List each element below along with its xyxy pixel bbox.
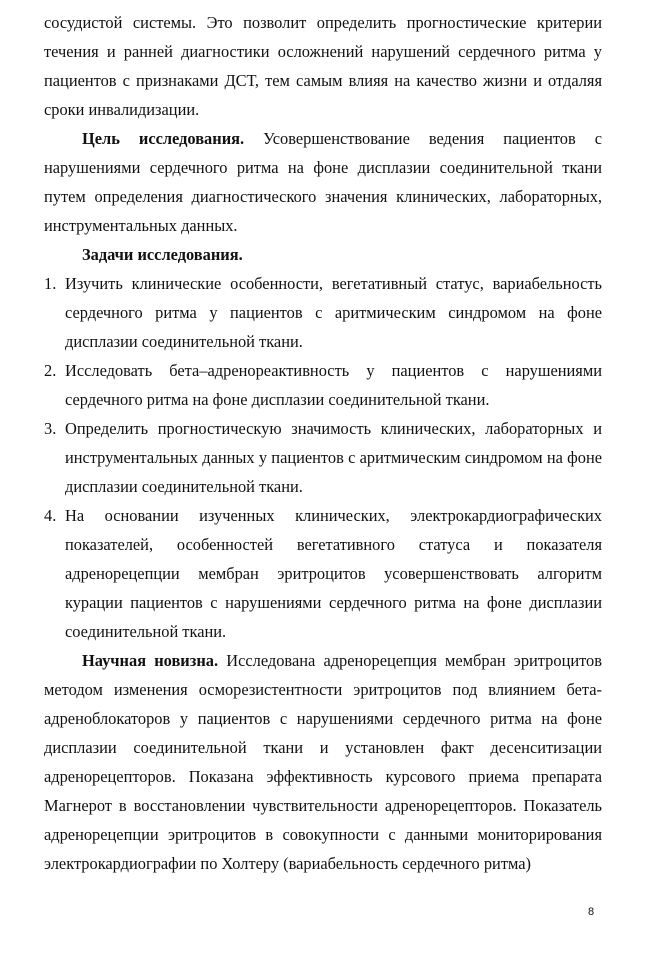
goal-text: Усовершенствование ведения пациентов с нарушениями сердечного ритма на фоне дисплазии соединительной ткани путем определения диагностического значения клинических, лабораторных, инструментальных данных. [44, 129, 603, 235]
task-number: 2. [44, 361, 57, 380]
task-number: 1. [44, 274, 57, 293]
intro-paragraph: сосудистой системы. Это позволит определить прогностические критерии течения и ранней диагностики осложнений нарушений сердечного ритма у пациентов с признаками ДСТ, тем самым влияя на качество жизни и отдаляя сроки инвалидизации. [44, 13, 602, 119]
task-item-4 [44, 501, 602, 646]
task-item-3 [44, 414, 602, 501]
novelty-label: Научная новизна. [82, 651, 219, 670]
page-number: 8 [588, 906, 595, 918]
task-text: На основании изученных клинических, электрокардиографических показателей, особенностей вегетативного статуса и показателя адренорецепции мембран эритроцитов усовершенствовать алгоритм курации пациентов с нарушениями сердечного ритма на фоне дисплазии соединительной ткани. [65, 506, 602, 641]
task-text: Изучить клинические особенности, вегетативный статус, вариабельность сердечного ритма у пациентов с аритмическим синдромом на фоне дисплазии соединительной ткани. [65, 274, 602, 351]
novelty-paragraph [44, 646, 602, 878]
tasks-list [44, 269, 602, 646]
task-number: 3. [44, 419, 57, 438]
novelty-text: Исследована адренорецепция мембран эритроцитов методом изменения осморезистентности эритроцитов под влиянием бета-адреноблокаторов у пациентов с нарушениями сердечного ритма на фоне дисплазии соединительной ткани и установлен факт десенситизации адренорецепторов. Показана эффективность курсового приема препарата Магнерот в восстановлении чувствительности адренорецепторов. Показатель адренорецепции эритроцитов в совокупности с данными мониторирования электрокардиографии по Холтеру (вариабельность сердечного ритма) [44, 651, 602, 873]
document-page [44, 8, 602, 878]
task-number: 4. [44, 506, 57, 525]
goal-label: Цель исследования. [82, 129, 245, 148]
task-text: Исследовать бета–адренореактивность у пациентов с нарушениями сердечного ритма на фоне дисплазии соединительной ткани. [65, 361, 602, 409]
task-item-1 [44, 269, 602, 356]
task-text: Определить прогностическую значимость клинических, лабораторных и инструментальных данных у пациентов с аритмическим синдромом на фоне дисплазии соединительной ткани. [65, 419, 602, 496]
task-item-2 [44, 356, 602, 414]
goal-paragraph [44, 124, 602, 240]
tasks-heading: Задачи исследования. [82, 245, 243, 264]
